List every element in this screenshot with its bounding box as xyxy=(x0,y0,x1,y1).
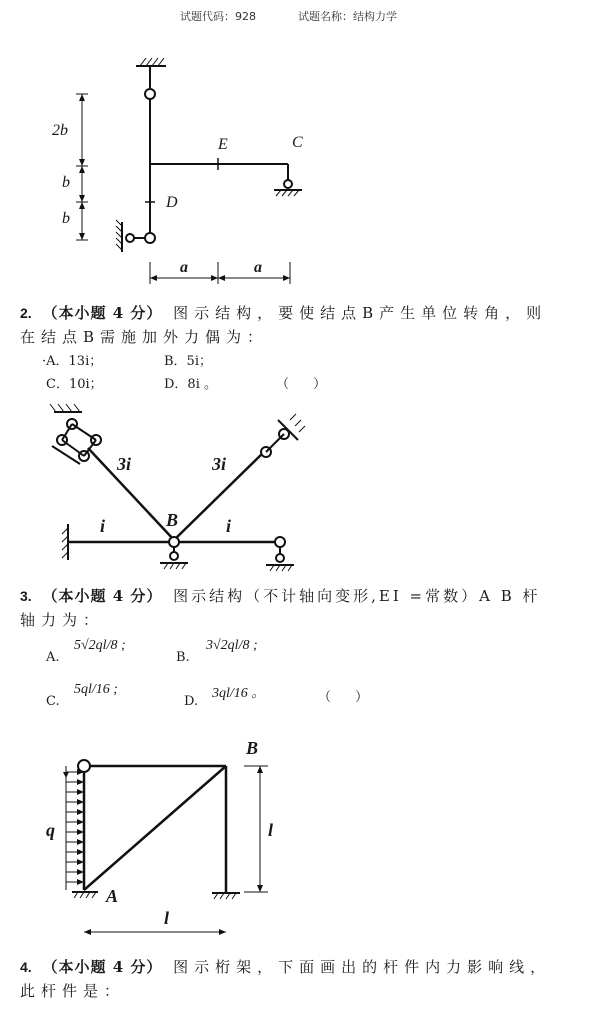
dim-a-1: a xyxy=(180,259,188,276)
q4-text-1: 图示桁架，下面画出的杆件内力影响线， xyxy=(173,958,552,976)
q3-text-1: 图示结构（不计轴向变形,EI =常数）A B 杆 xyxy=(173,587,541,605)
label-B-q2: B xyxy=(166,510,179,530)
q2-number: 2. xyxy=(20,305,32,321)
q3-number: 3. xyxy=(20,588,32,604)
label-l-vertical: l xyxy=(268,820,274,840)
q4-line1 xyxy=(20,956,551,977)
q3-option-d-value: 3ql/16 。 xyxy=(212,686,266,701)
exam-code: 试题代码：928 xyxy=(180,10,256,23)
q2-answer-blank: （ ） xyxy=(276,377,337,392)
member-AB xyxy=(84,766,226,890)
label-C: C xyxy=(292,134,303,151)
dim-a-2: a xyxy=(254,259,262,276)
q4-head: （本小题 4 分） xyxy=(42,958,163,976)
q2-option-d: D．8i 。 xyxy=(164,377,217,392)
q2-text-2: 在结点B需施加外力偶为： xyxy=(20,328,269,346)
label-q: q xyxy=(46,820,55,840)
q3-option-b-value: 3√2ql/8 ; xyxy=(206,638,258,653)
q2-option-a: ·A．13i； xyxy=(42,354,103,369)
label-l-horizontal: l xyxy=(164,908,170,928)
q3-option-b-label: B. xyxy=(176,650,190,665)
q2-option-b: B．5i； xyxy=(164,354,212,369)
q4-number: 4. xyxy=(20,959,32,975)
q3-option-d-label: D. xyxy=(184,694,199,709)
q3-option-c-value: 5ql/16 ; xyxy=(74,682,118,697)
q3-head: （本小题 4 分） xyxy=(42,587,163,605)
label-3i-left: 3i xyxy=(117,454,132,474)
q2-option-c: C．10i； xyxy=(46,377,103,392)
q2-head: （本小题 4 分） xyxy=(42,304,163,322)
label-i-right: i xyxy=(226,516,232,536)
q3-option-a-label: A. xyxy=(46,650,60,665)
q3-text-2: 轴力为： xyxy=(20,611,105,629)
exam-name: 试题名称：结构力学 xyxy=(298,10,397,23)
dim-b-1: b xyxy=(62,174,70,191)
dim-b-2: b xyxy=(62,210,70,227)
label-B-q3: B xyxy=(246,738,259,758)
q3-answer-blank: （ ） xyxy=(318,690,379,705)
q4-text-2: 此杆件是： xyxy=(20,982,126,1000)
label-A-q3: A xyxy=(106,886,119,906)
q3-option-a-value: 5√2ql/8 ; xyxy=(74,638,126,653)
q2-text-1: 图示结构，要使结点B产生单位转角，则 xyxy=(173,304,548,322)
label-3i-right: 3i xyxy=(212,454,227,474)
q3-option-c-label: C. xyxy=(46,694,60,709)
label-D: D xyxy=(166,194,178,211)
label-i-left: i xyxy=(100,516,106,536)
dim-2b: 2b xyxy=(52,122,68,139)
label-E: E xyxy=(218,136,228,153)
hinge-top-left xyxy=(78,760,90,772)
